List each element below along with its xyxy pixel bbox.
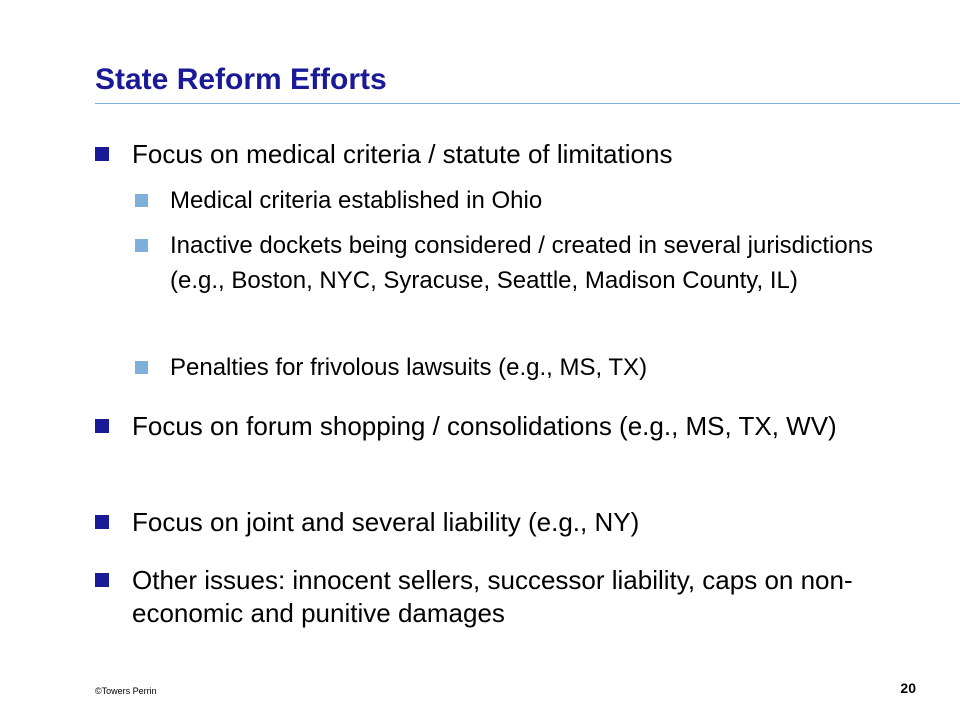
bullet-text: Penalties for frivolous lawsuits (e.g., MS, TX) [170, 354, 648, 381]
bullet-text: Inactive dockets being considered / created in several jurisdictions (e.g., Boston, NYC, Syracuse, Seattle, Madison County, IL) [170, 232, 874, 294]
bullet-text: Medical criteria established in Ohio [170, 187, 543, 214]
sub-bullet-item [135, 228, 905, 298]
bullet-item [95, 564, 915, 630]
square-bullet-icon [135, 361, 148, 374]
bullet-text: Focus on joint and several liability (e.g., NY) [132, 507, 640, 537]
sub-bullet-item [135, 350, 905, 385]
square-bullet-icon [95, 573, 109, 587]
copyright-notice: ©Towers Perrin [95, 686, 157, 696]
square-bullet-icon [95, 147, 109, 161]
bullet-item [95, 506, 915, 539]
sub-bullet-item [135, 183, 905, 218]
slide-title: State Reform Efforts [95, 63, 387, 96]
bullet-text: Other issues: innocent sellers, successor liability, caps on non-economic and punitive damages [132, 565, 853, 628]
square-bullet-icon [135, 194, 148, 207]
square-bullet-icon [95, 419, 109, 433]
bullet-item [95, 410, 915, 443]
square-bullet-icon [95, 515, 109, 529]
bullet-item [95, 138, 915, 171]
square-bullet-icon [135, 239, 148, 252]
bullet-text: Focus on medical criteria / statute of limitations [132, 139, 673, 169]
page-number: 20 [900, 680, 916, 696]
bullet-text: Focus on forum shopping / consolidations (e.g., MS, TX, WV) [132, 411, 837, 441]
